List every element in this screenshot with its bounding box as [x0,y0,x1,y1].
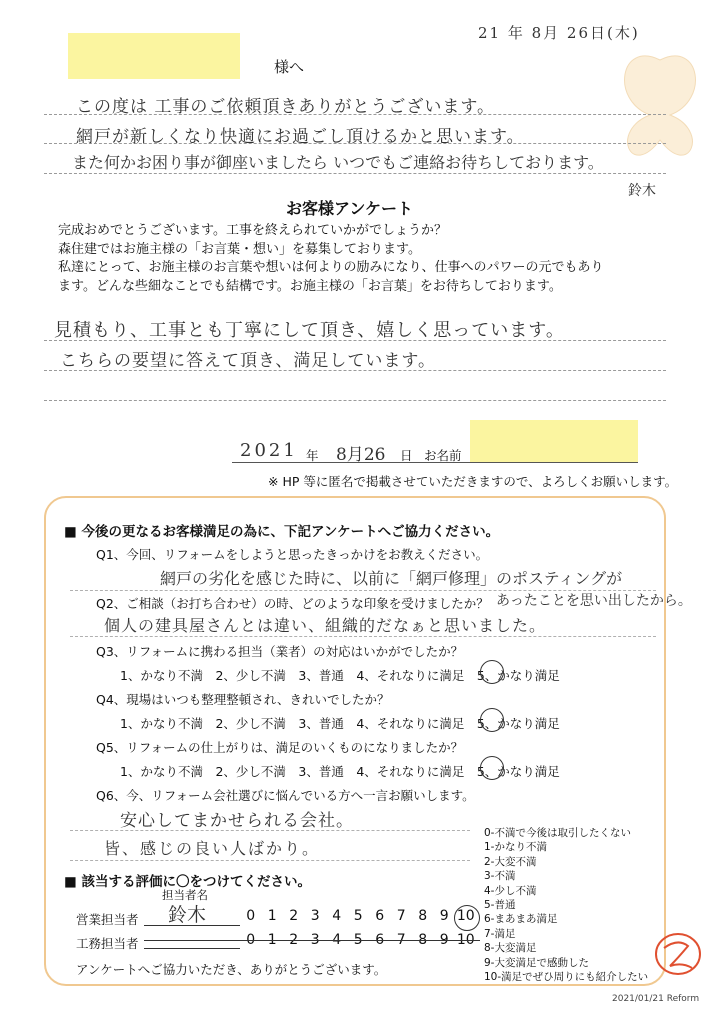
question-q4: Q4、現場はいつも整理整頓され、きれいでしたか？ [96,692,390,707]
addressee-name-redacted [68,33,240,79]
q4-selected-circle [480,708,504,732]
q6-answer: 安心してまかせられる会社。 [120,811,354,831]
rating-legend [484,826,648,984]
publish-note: ※ HP 等に匿名で掲載させていただきますので、よろしくお願いします。 [268,474,678,489]
tantou-label: 担当者名 [162,888,208,902]
digit: 0 [246,908,256,924]
digit: 9 [439,932,449,948]
q4-options: 1、かなり不満 2、少し不満 3、普通 4、それなりに満足 5、かなり満足 [120,716,560,731]
q3-options: 1、かなり不満 2、少し不満 3、普通 4、それなりに満足 5、かなり満足 [120,668,560,683]
digit: 0 [246,932,256,948]
addressee-suffix: 様へ [274,58,305,76]
digit: 8 [418,908,428,924]
check-stamp-icon [648,928,712,984]
comment-rule-3 [44,400,666,401]
customer-name-redacted [470,420,638,462]
intro-line: 私達にとって、お施主様のお言葉や想いは何よりの励みになり、仕事へのパワーの元でもあり [58,260,604,275]
q2-answer: 個人の建具屋さんとは違い、組織的だなぁと思いました。 [104,616,547,635]
intro-line: ます。どんな些細なことでも結構です。お施主様の「お言葉」をお待ちしております。 [58,278,562,294]
legend-item: 4‐少し不満 [484,884,537,897]
customer-comment-line: 見積もり、工事とも丁寧にして頂き、嬉しく思っています。 [54,320,565,341]
q2-answer-rule [70,636,656,637]
legend-item: 10‐満足でぜひ周りにも紹介したい [484,971,649,984]
sign-day-label: 日 [400,448,413,463]
letter-line: この度は 工事のご依頼頂きありがとうございます。 [76,97,496,117]
sales-underline [144,925,240,926]
sign-year-handwritten: 2021 [240,440,298,461]
section1-title [64,520,499,540]
sign-name-label: お名前 [424,448,462,463]
square-bullet-icon: ■ [64,874,77,890]
sales-name-handwritten: 鈴木 [168,904,207,926]
digit: 1 [267,908,277,924]
digit: 10 [456,908,475,924]
digit: 4 [332,932,342,948]
legend-item: 7‐満足 [484,927,516,940]
legend-item: 1‐かなり不満 [484,841,547,854]
square-bullet-icon: ■ [64,524,77,540]
survey-heading: お客様アンケート [286,199,414,218]
letter-date: 21 年 8月 26日(木) [478,24,640,42]
digit: 7 [396,932,406,948]
sales-label: 営業担当者 [76,912,139,927]
q5-selected-circle [480,756,504,780]
intro-line: 森住建ではお施主様の「お言葉・想い」を募集しております。 [58,241,421,257]
question-q1: Q1、今回、リフォームをしようと思ったきっかけをお教えください。 [96,547,489,562]
legend-item: 6‐まあまあ満足 [484,913,558,926]
digit: 3 [310,932,320,948]
works-strikethrough [144,940,480,941]
customer-comment-line: こちらの要望に答えて頂き、満足しています。 [60,351,436,371]
intro-line: 完成おめでとうございます。工事を終えられていかがでしょうか？ [58,223,447,238]
letter-line: また何かお困り事が御座いましたら いつでもご連絡お待ちしております。 [72,153,604,172]
digit: 5 [353,908,363,924]
works-underline [144,948,240,949]
q1-answer-continued: あったことを思い出したから。 [496,593,692,609]
question-q3: Q3、リフォームに携わる担当（業者）の対応はいかがでしたか？ [96,644,464,659]
digit: 3 [310,908,320,924]
legend-item: 2‐大変不満 [484,855,537,868]
butterfly-decoration [600,40,720,190]
digit: 2 [289,908,299,924]
digit: 10 [456,932,475,948]
sales-selected-circle [454,905,480,931]
question-q5: Q5、リフォームの仕上がりは、満足のいくものになりましたか？ [96,740,464,755]
section1-title-text: 今後の更なるお客様満足の為に、下記アンケートへご協力ください。 [81,524,500,540]
works-label: 工務担当者 [76,936,139,951]
digit: 9 [439,908,449,924]
digit: 5 [353,932,363,948]
letter-signature: 鈴木 [628,183,656,199]
legend-item: 0‐不満で今後は取引したくない [484,827,631,839]
q6-answer-continued: 皆、感じの良い人ばかり。 [104,839,321,858]
intro-text [58,222,603,296]
sign-year-label: 年 [306,448,319,463]
digit: 7 [396,908,406,924]
q5-options: 1、かなり不満 2、少し不満 3、普通 4、それなりに満足 5、かなり満足 [120,764,560,779]
legend-item: 8‐大変満足 [484,942,537,955]
q6-answer-rule [70,860,470,861]
q1-answer: 網戸の劣化を感じた時に、以前に「網戸修理」のポスティングが [160,569,623,588]
sign-date-handwritten: 8月26 [336,445,386,465]
digit: 6 [375,908,385,924]
q3-selected-circle [480,660,504,684]
digit: 4 [332,908,342,924]
digit: 2 [289,932,299,948]
letter-line: 網戸が新しくなり快適にお過ごし頂けるかと思います。 [76,127,525,147]
footer-code: 2021/01/21 Reform [612,994,700,1004]
question-q2: Q2、ご相談（お打ち合わせ）の時、どのような印象を受けましたか？ [96,596,489,611]
digit: 1 [267,932,277,948]
question-q6: Q6、今、リフォーム会社選びに悩んでいる方へ一言お願いします。 [96,788,475,803]
sales-digits [240,908,477,924]
legend-item: 5‐普通 [484,899,516,912]
thanks-message: アンケートへご協力いただき、ありがとうございます。 [76,962,387,977]
legend-item: 3‐不満 [484,870,516,883]
digit: 6 [375,932,385,948]
letter-rule-3 [44,173,666,174]
section2-title-text: 該当する評価に〇をつけてください。 [81,874,311,890]
legend-item: 9‐大変満足で感動した [484,956,589,969]
digit: 8 [418,932,428,948]
